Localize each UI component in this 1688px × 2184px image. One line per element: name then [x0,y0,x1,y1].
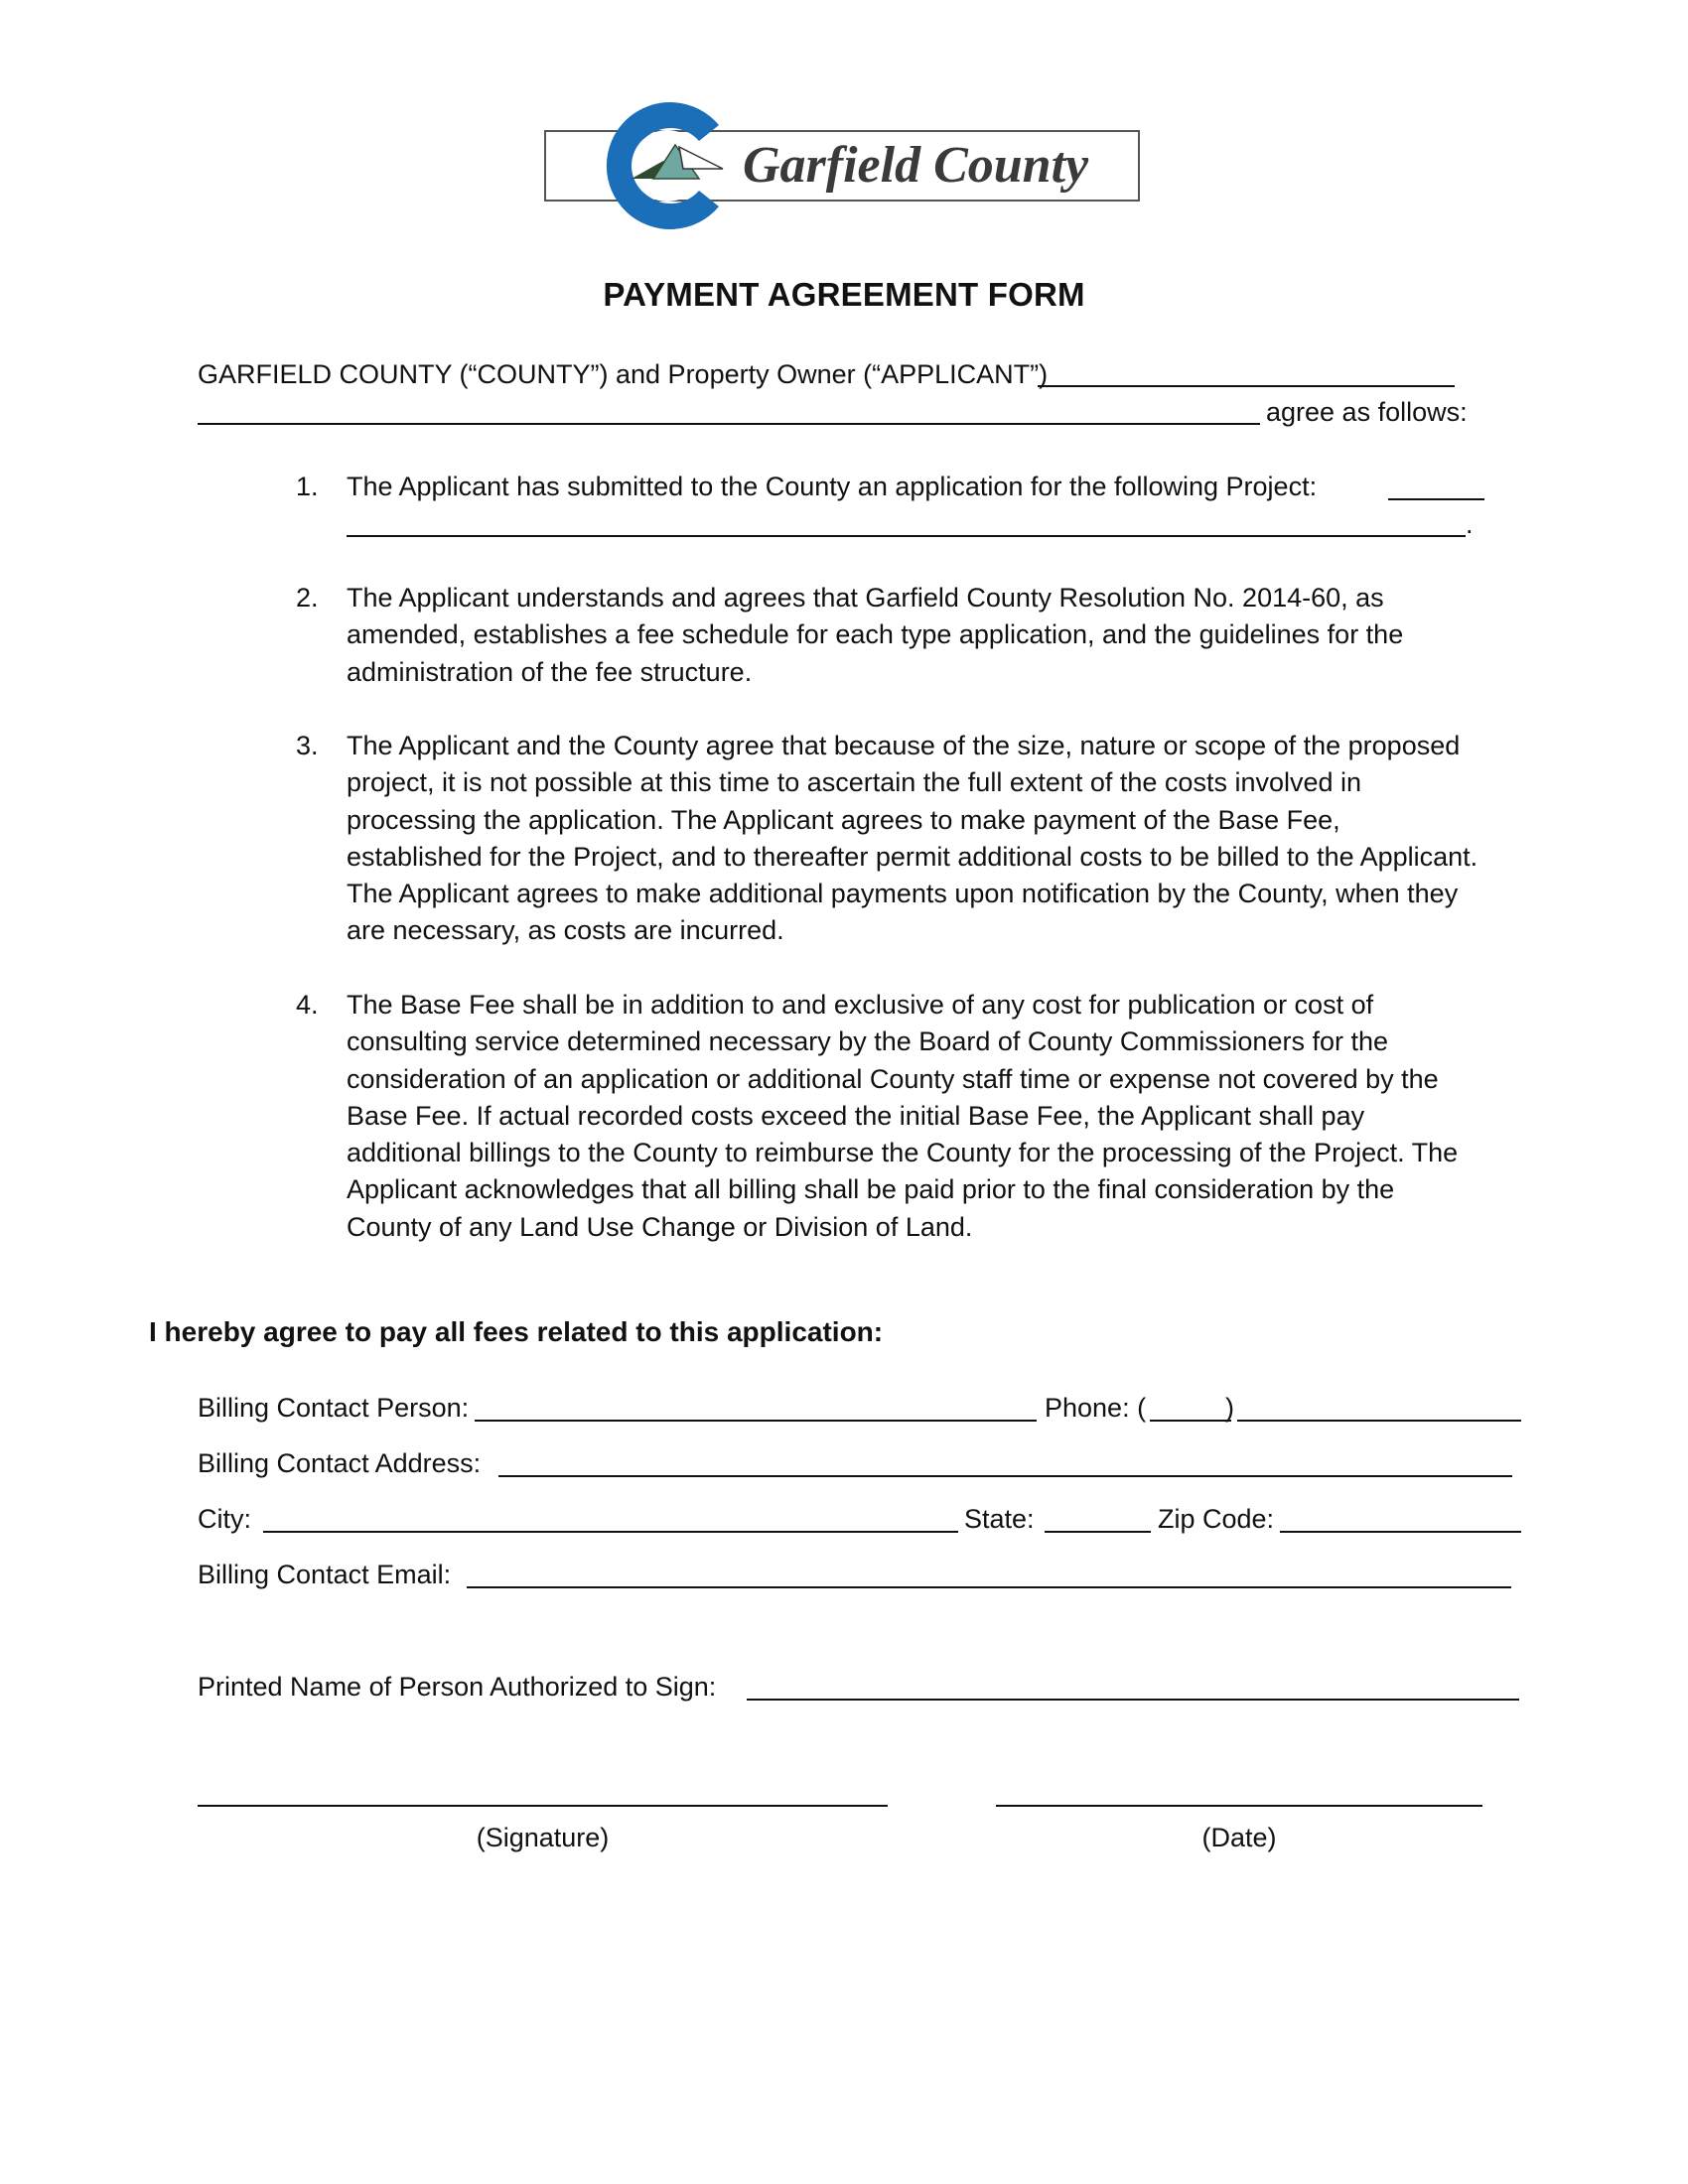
applicant-name-field[interactable] [1038,385,1455,387]
item-number: 2. [296,583,319,613]
phone-number-field[interactable] [1237,1420,1521,1422]
address-field[interactable] [498,1475,1512,1477]
printed-name-field[interactable] [747,1699,1519,1701]
item-text: The Applicant and the County agree that because of the size, nature or scope of the proposed project, it is not possible at this time to ascertain the full extent of the costs involved in processing the application. The Applicant agrees to make payment of the Base Fee, established for the Project, and to thereafter permit additional costs to be billed to the Applicant. The Applicant agrees to make additional payments upon notification by the County, when they are necessary, as costs are incurred. [347,731,1478,946]
project-field-cont[interactable] [347,535,1466,537]
signature-field[interactable] [198,1805,888,1807]
phone-close-paren: ) [1225,1393,1234,1423]
printed-name-label: Printed Name of Person Authorized to Sign: [198,1672,717,1702]
page-title: PAYMENT AGREEMENT FORM [603,276,1085,313]
item-text: The Applicant understands and agrees that Garfield County Resolution No. 2014-60, as amended, establishes a fee schedule for each type application, and the guidelines for the administration of the fee structure. [347,583,1404,687]
garfield-county-logo-icon [592,95,731,236]
phone-label: Phone: ( [1045,1393,1147,1423]
intro-text: GARFIELD COUNTY (“COUNTY”) and Property Owner (“APPLICANT”) [198,359,1049,389]
agreement-heading: I hereby agree to pay all fees related to this application: [149,1316,884,1347]
phone-area-code-field[interactable] [1150,1420,1231,1422]
city-label: City: [198,1504,251,1534]
state-label: State: [964,1504,1035,1534]
contact-person-field[interactable] [475,1420,1037,1422]
zip-label: Zip Code: [1158,1504,1275,1534]
email-field[interactable] [467,1586,1511,1588]
item-text: The Base Fee shall be in addition to and exclusive of any cost for publication or cost of consulting service determined necessary by the Board of County Commissioners for the consideration of an application or additional County staff time or expense not covered by the Base Fee. If actual recorded costs exceed the initial Base Fee, the Applicant shall pay additional billings to the County to reimburse the County for the processing of the Project. The Applicant acknowledges that all billing shall be paid prior to the final consideration by the County of any Land Use Change or Division of Land. [347,990,1459,1242]
project-field[interactable] [1388,498,1484,500]
city-field[interactable] [263,1531,958,1533]
email-label: Billing Contact Email: [198,1560,452,1589]
contact-person-label: Billing Contact Person: [198,1393,470,1423]
intro-line-2 [1266,394,1468,431]
item-number: 3. [296,731,319,760]
project-period: . [1466,509,1474,539]
agree-as-follows-text: agree as follows: [1266,397,1468,427]
logo-text: Garfield County [743,137,1089,194]
item-number: 1. [296,472,319,501]
state-field[interactable] [1045,1531,1151,1533]
zip-field[interactable] [1280,1531,1521,1533]
applicant-name-field-cont[interactable] [198,423,1260,425]
item-number: 4. [296,990,319,1020]
signature-label: (Signature) [476,1823,610,1852]
date-field[interactable] [996,1805,1482,1807]
item-text: The Applicant has submitted to the County an application for the following Project: [347,472,1318,501]
intro-line-1 [198,356,1048,393]
address-label: Billing Contact Address: [198,1448,482,1478]
date-label: (Date) [1201,1823,1277,1852]
